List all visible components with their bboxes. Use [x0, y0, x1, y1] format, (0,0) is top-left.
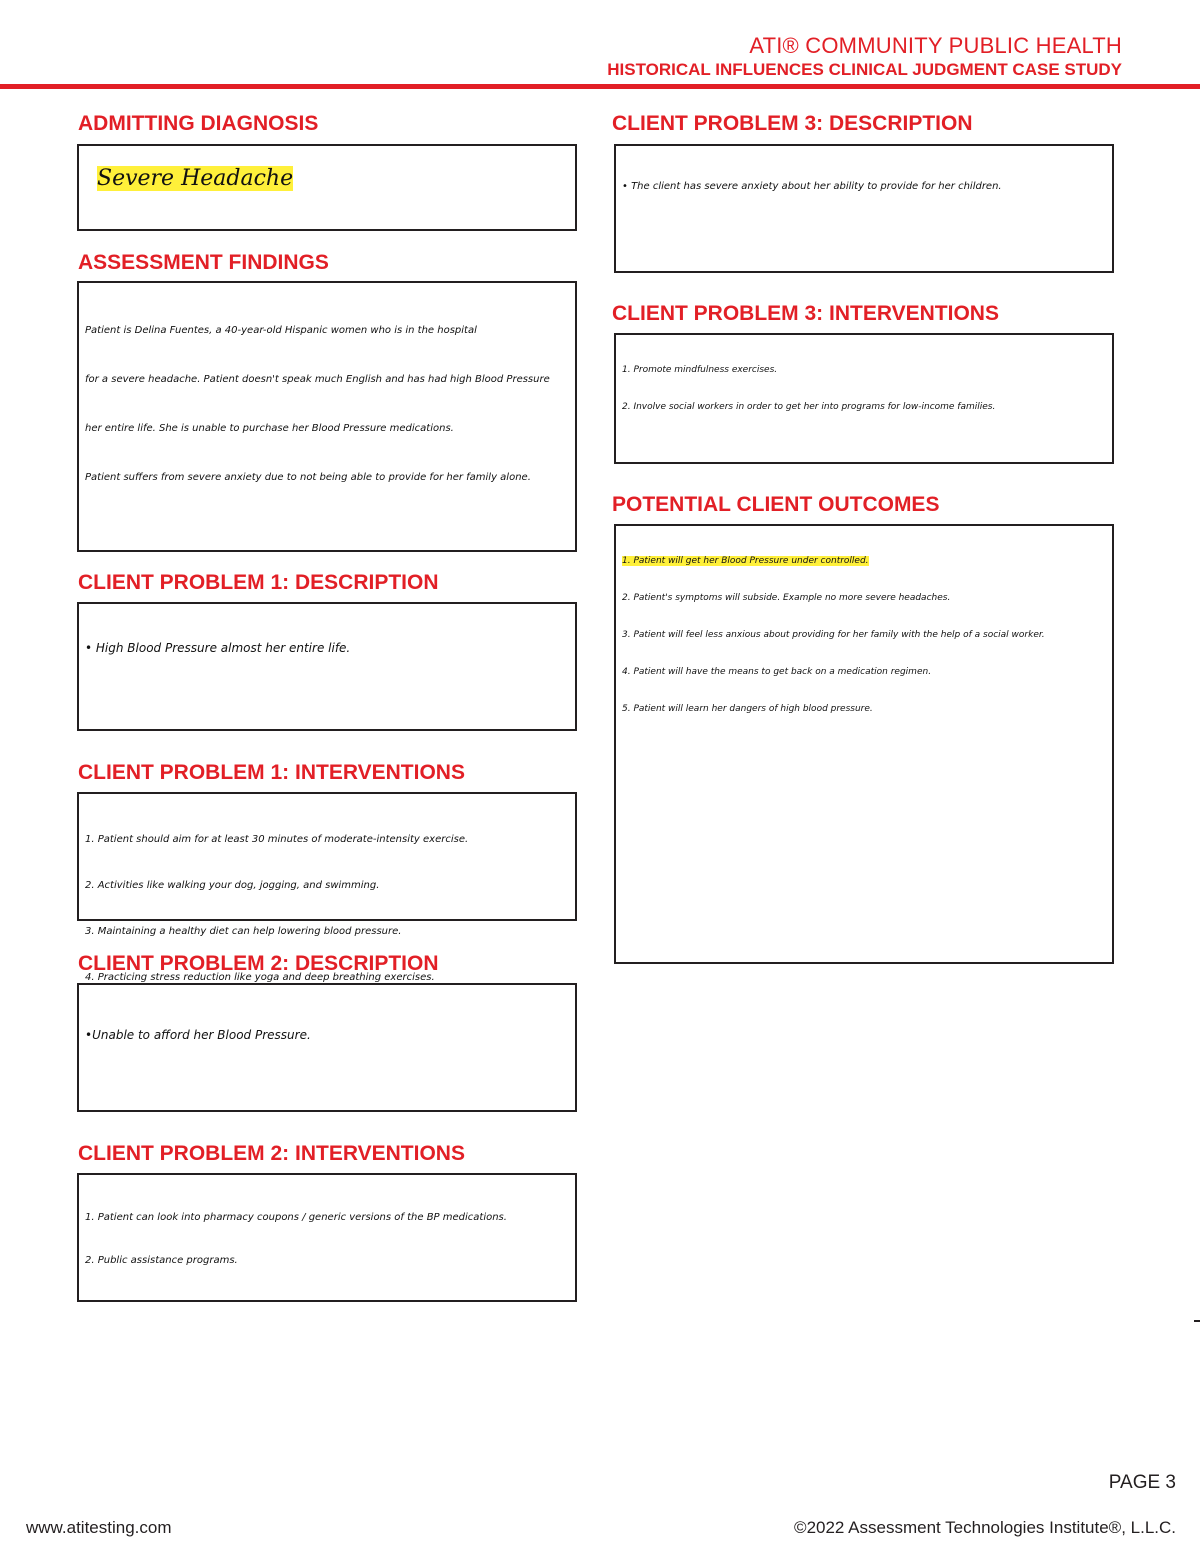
problem3-intervention-line: 2. Involve social workers in order to get her into programs for low-income families.	[622, 402, 996, 412]
admitting-diagnosis-box[interactable]	[77, 144, 577, 231]
assessment-line: Patient is Delina Fuentes, a 40-year-old Hispanic women who is in the hospital	[85, 325, 477, 336]
problem1-description-label: CLIENT PROBLEM 1: DESCRIPTION	[78, 571, 439, 594]
problem1-description-text: • High Blood Pressure almost her entire life.	[85, 641, 351, 655]
assessment-line: Patient suffers from severe anxiety due to not being able to provide for her family alone.	[85, 472, 531, 483]
assessment-line: her entire life. She is unable to purchase her Blood Pressure medications.	[85, 423, 454, 434]
outcome-line: 5. Patient will learn her dangers of high blood pressure.	[622, 704, 873, 714]
problem1-intervention-line: 1. Patient should aim for at least 30 minutes of moderate-intensity exercise.	[85, 834, 469, 845]
page-number: PAGE 3	[1108, 1472, 1176, 1493]
problem3-description-box[interactable]	[614, 144, 1114, 273]
problem3-description-label: CLIENT PROBLEM 3: DESCRIPTION	[612, 112, 973, 135]
admitting-diagnosis-text: Severe Headache	[97, 166, 294, 191]
assessment-findings-box[interactable]	[77, 281, 577, 552]
problem1-description-box[interactable]	[77, 602, 577, 731]
problem3-description-text: • The client has severe anxiety about her ability to provide for her children.	[622, 181, 1002, 192]
outcome-line: 4. Patient will have the means to get back on a medication regimen.	[622, 667, 932, 677]
problem2-interventions-box[interactable]	[77, 1173, 577, 1302]
problem2-description-text: •Unable to afford her Blood Pressure.	[85, 1028, 311, 1042]
problem1-interventions-label: CLIENT PROBLEM 1: INTERVENTIONS	[78, 761, 465, 784]
outcome-line: 2. Patient's symptoms will subside. Example no more severe headaches.	[622, 593, 951, 603]
header-rule	[0, 84, 1200, 89]
problem2-description-label: CLIENT PROBLEM 2: DESCRIPTION	[78, 952, 439, 975]
outcome-line: 3. Patient will feel less anxious about providing for her family with the help of a social worker.	[622, 630, 1045, 640]
problem1-intervention-line: 4. Practicing stress reduction like yoga and deep breathing exercises.	[85, 972, 435, 983]
header-subtitle: HISTORICAL INFLUENCES CLINICAL JUDGMENT CASE STUDY	[607, 60, 1122, 79]
header-title: ATI® COMMUNITY PUBLIC HEALTH	[749, 33, 1122, 58]
problem2-description-box[interactable]	[77, 983, 577, 1112]
problem2-intervention-line: 1. Patient can look into pharmacy coupons / generic versions of the BP medications.	[85, 1212, 507, 1223]
problem1-intervention-line: 3. Maintaining a healthy diet can help lowering blood pressure.	[85, 926, 402, 937]
problem1-intervention-line: 2. Activities like walking your dog, jogging, and swimming.	[85, 880, 380, 891]
problem3-interventions-box[interactable]	[614, 333, 1114, 464]
potential-outcomes-label: POTENTIAL CLIENT OUTCOMES	[612, 493, 940, 516]
assessment-findings-label: ASSESSMENT FINDINGS	[78, 251, 329, 274]
problem2-interventions-label: CLIENT PROBLEM 2: INTERVENTIONS	[78, 1142, 465, 1165]
assessment-line: for a severe headache. Patient doesn't speak much English and has had high Blood Pressure	[85, 374, 550, 385]
page-edge-mark	[1194, 1320, 1200, 1322]
problem3-intervention-line: 1. Promote mindfulness exercises.	[622, 365, 778, 375]
potential-outcomes-box[interactable]	[614, 524, 1114, 964]
footer-url[interactable]: www.atitesting.com	[26, 1518, 172, 1537]
outcome-line-highlighted: 1. Patient will get her Blood Pressure under controlled.	[622, 556, 869, 566]
admitting-diagnosis-label: ADMITTING DIAGNOSIS	[78, 112, 319, 135]
problem2-intervention-line: 2. Public assistance programs.	[85, 1255, 238, 1266]
problem3-interventions-label: CLIENT PROBLEM 3: INTERVENTIONS	[612, 302, 999, 325]
footer-copyright: ©2022 Assessment Technologies Institute®, L.L.C.	[794, 1518, 1176, 1537]
